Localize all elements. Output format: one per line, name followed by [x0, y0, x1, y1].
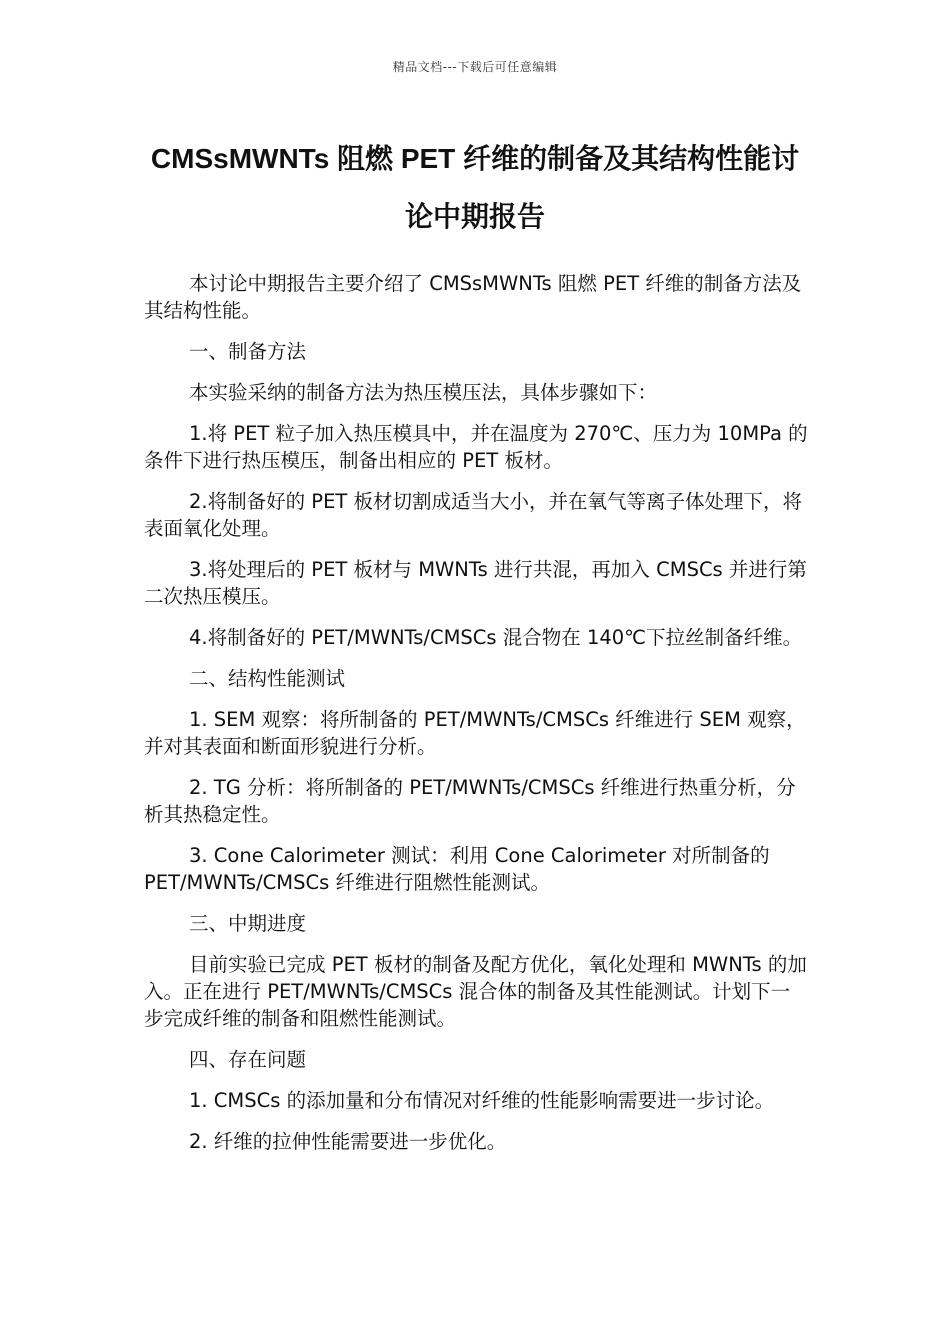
test-sem: 1. SEM 观察：将所制备的 PET/MWNTs/CMSCs 纤维进行 SEM 观察，并对其表面和断面形貌进行分析。 — [144, 708, 806, 758]
step-4: 4.将制备好的 PET/MWNTs/CMSCs 混合物在 140℃下拉丝制备纤维。 — [189, 626, 803, 649]
section-heading-issues: 四、存在问题 — [189, 1048, 307, 1071]
progress-paragraph: 目前实验已完成 PET 板材的制备及配方优化，氧化处理和 MWNTs 的加入。正在进行 PET/MWNTs/CMSCs 混合体的制备及其性能测试。计划下一步完成纤维的制备和阻燃性能测试。 — [144, 953, 807, 1030]
intro-paragraph: 本讨论中期报告主要介绍了 CMSsMWNTs 阻燃 PET 纤维的制备方法及其结构性能。 — [144, 272, 802, 322]
body-paragraph: 本实验采纳的制备方法为热压模压法，具体步骤如下： — [189, 381, 658, 404]
section-heading-testing: 二、结构性能测试 — [189, 667, 346, 690]
header-note: 精品文档---下载后可任意编辑 — [392, 60, 558, 74]
issue-2: 2. 纤维的拉伸性能需要进一步优化。 — [189, 1130, 507, 1153]
test-cone-calorimeter: 3. Cone Calorimeter 测试：利用 Cone Calorimeter 对所制备的 PET/MWNTs/CMSCs 纤维进行阻燃性能测试。 — [144, 844, 770, 894]
step-2: 2.将制备好的 PET 板材切割成适当大小，并在氧气等离子体处理下，将表面氧化处理。 — [144, 490, 802, 540]
document-body — [144, 270, 809, 1169]
step-1: 1.将 PET 粒子加入热压模具中，并在温度为 270℃、压力为 10MPa 的条件下进行热压模压，制备出相应的 PET 板材。 — [144, 422, 808, 472]
section-heading-progress: 三、中期进度 — [189, 912, 307, 935]
issue-1: 1. CMSCs 的添加量和分布情况对纤维的性能影响需要进一步讨论。 — [189, 1089, 775, 1112]
document-title: CMSsMWNTs 阻燃 PET 纤维的制备及其结构性能讨论中期报告 — [150, 143, 800, 232]
step-3: 3.将处理后的 PET 板材与 MWNTs 进行共混，再加入 CMSCs 并进行第二次热压模压。 — [144, 558, 807, 608]
section-heading-preparation: 一、制备方法 — [189, 340, 307, 363]
test-tg: 2. TG 分析：将所制备的 PET/MWNTs/CMSCs 纤维进行热重分析，分析其热稳定性。 — [144, 776, 796, 826]
